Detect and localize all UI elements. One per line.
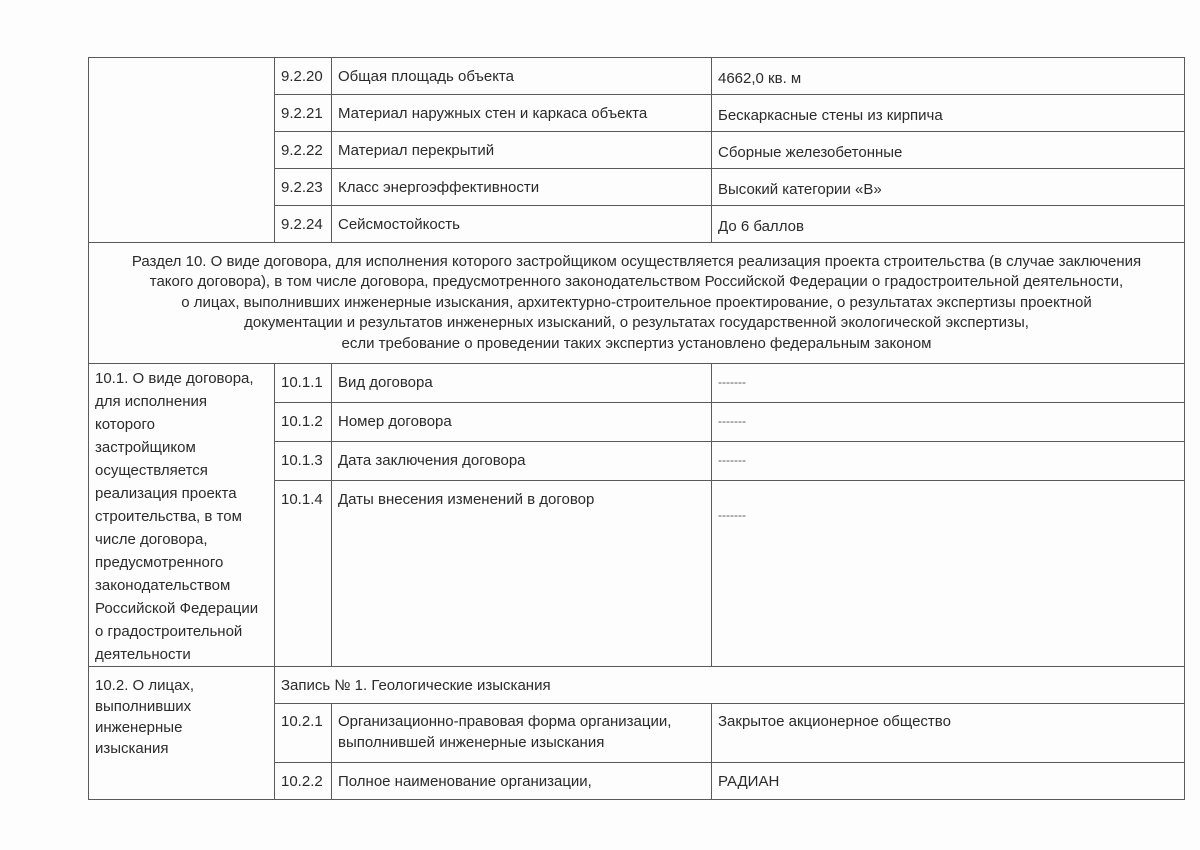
row-number: 9.2.20 [275,58,332,95]
row-value: Закрытое акционерное общество [712,704,1185,763]
section-header-line: Раздел 10. О виде договора, для исполнения которого застройщиком осуществляется реализация проекта строительства (в случае заключения [131,252,1142,270]
record-title-row [89,667,1185,704]
row-number: 10.1.2 [275,402,332,441]
subsection-10-1-title [89,364,275,667]
title-line: 10.1. О виде договора, [95,370,254,387]
subsection-10-2-title [89,667,275,800]
label-line: выполнившей инженерные изыскания [338,734,605,751]
title-line: числе договора, [95,531,208,548]
row-label: Материал перекрытий [332,132,712,169]
row-value: Бескаркасные стены из кирпича [712,95,1185,132]
row-number: 9.2.24 [275,206,332,243]
title-line: застройщиком [95,439,196,456]
row-label: Вид договора [332,364,712,403]
title-line: Российской Федерации [95,600,259,617]
row-value: Высокий категории «В» [712,169,1185,206]
row-value-empty: ------- [712,441,1185,480]
row-value: РАДИАН [712,763,1185,800]
section-10-header-row [89,243,1185,364]
row-value: До 6 баллов [712,206,1185,243]
row-number: 10.2.1 [275,704,332,763]
table-row [89,364,1185,403]
title-line: выполнивших [95,698,192,715]
section-header-line: такого договора), в том числе договора, предусмотренного законодательством Российской Федерации о градостроительной деятельности, [149,273,1124,291]
section-header-line: документации и результатов инженерных изысканий, о результатах государственной экологической экспертизы, [244,314,1029,332]
title-line: строительства, в том [95,508,242,525]
row-number: 9.2.21 [275,95,332,132]
label-line: Организационно-правовая форма организации, [338,713,672,730]
section-9-2-title-cell [89,58,275,243]
title-line: законодательством [95,577,231,594]
row-value-empty: ------- [712,402,1185,441]
title-line: 10.2. О лицах, [95,677,195,694]
row-number: 10.1.1 [275,364,332,403]
section-header-line: о лицах, выполнивших инженерные изыскания, архитектурно-строительное проектирование, о результатах экспертизы проектной [181,293,1092,311]
row-value-empty: ------- [712,364,1185,403]
project-declaration-table [88,57,1185,800]
row-number: 9.2.23 [275,169,332,206]
row-label: Класс энергоэффективности [332,169,712,206]
row-number: 9.2.22 [275,132,332,169]
title-line: деятельности [95,646,191,663]
title-line: осуществляется [95,462,208,479]
row-label: Полное наименование организации, [332,763,712,800]
row-label: Сейсмостойкость [332,206,712,243]
record-title: Запись № 1. Геологические изыскания [275,667,1185,704]
row-number: 10.1.4 [275,480,332,666]
title-line: реализация проекта [95,485,237,502]
row-value: 4662,0 кв. м [712,58,1185,95]
row-number: 10.1.3 [275,441,332,480]
row-label: Материал наружных стен и каркаса объекта [332,95,712,132]
row-label: Даты внесения изменений в договор [332,480,712,666]
row-label [332,704,712,763]
title-line: которого [95,416,155,433]
row-value: Сборные железобетонные [712,132,1185,169]
table-row [89,58,1185,95]
row-number: 10.2.2 [275,763,332,800]
row-label: Номер договора [332,402,712,441]
title-line: инженерные [95,719,183,736]
row-value-empty: ------- [712,480,1185,666]
row-label: Общая площадь объекта [332,58,712,95]
section-10-header [89,243,1185,364]
title-line: о градостроительной [95,623,243,640]
title-line: для исполнения [95,393,207,410]
section-header-line: если требование о проведении таких экспертиз установлено федеральным законом [341,334,932,352]
title-line: предусмотренного [95,554,224,571]
row-label: Дата заключения договора [332,441,712,480]
title-line: изыскания [95,740,169,757]
